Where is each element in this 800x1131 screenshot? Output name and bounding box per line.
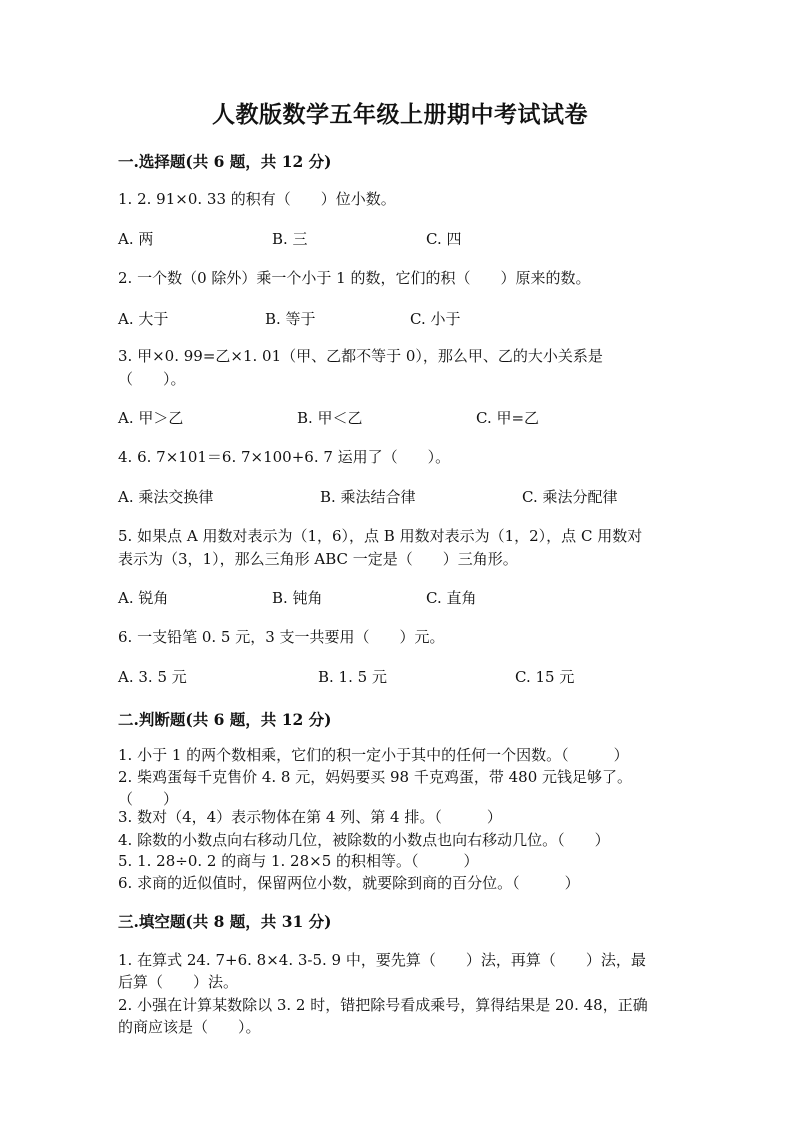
choice-q4-option-c: C. 乘法分配律: [522, 488, 618, 506]
choice-q1-option-c: C. 四: [426, 230, 462, 248]
section-heading-fill: 三.填空题(共 8 题，共 31 分): [118, 912, 332, 931]
choice-q6-option-c: C. 15 元: [515, 668, 575, 686]
choice-question-3: 3. 甲×0. 99=乙×1. 01（甲、乙都不等于 0），那么甲、乙的大小关系是: [118, 347, 603, 365]
choice-q4-option-b: B. 乘法结合律: [320, 488, 416, 506]
fill-item-2: 2. 小强在计算某数除以 3. 2 时，错把除号看成乘号，算得结果是 20. 48，正确: [118, 996, 648, 1014]
choice-q1-option-a: A. 两: [118, 230, 154, 248]
choice-question-5: 5. 如果点 A 用数对表示为（1，6），点 B 用数对表示为（1，2），点 C 用数对: [118, 527, 643, 545]
judgement-item-4: 4. 除数的小数点向右移动几位，被除数的小数点也向右移动几位。（ ）: [118, 831, 610, 849]
choice-q3-option-c: C. 甲=乙: [476, 409, 540, 427]
choice-q2-option-c: C. 小于: [410, 310, 461, 328]
choice-q2-option-b: B. 等于: [265, 310, 316, 328]
fill-item-2-line2: 的商应该是（ ）。: [118, 1018, 261, 1036]
choice-q5-option-c: C. 直角: [426, 589, 477, 607]
choice-q4-option-a: A. 乘法交换律: [118, 488, 214, 506]
exam-title: 人教版数学五年级上册期中考试试卷: [212, 101, 588, 128]
judgement-item-1: 1. 小于 1 的两个数相乘，它们的积一定小于其中的任何一个因数。（ ）: [118, 746, 629, 764]
judgement-item-6: 6. 求商的近似值时，保留两位小数，就要除到商的百分位。（ ）: [118, 874, 580, 892]
judgement-item-2: 2. 柴鸡蛋每千克售价 4. 8 元，妈妈要买 98 千克鸡蛋，带 480 元钱足够了。: [118, 768, 633, 786]
choice-question-2: 2. 一个数（0 除外）乘一个小于 1 的数，它们的积（ ）原来的数。: [118, 269, 591, 287]
choice-q1-option-b: B. 三: [272, 230, 308, 248]
judgement-item-3: 3. 数对（4，4）表示物体在第 4 列、第 4 排。（ ）: [118, 808, 502, 826]
fill-item-1-line2: 后算（ ）法。: [118, 973, 239, 991]
choice-question-5-line2: 表示为（3，1），那么三角形 ABC 一定是（ ）三角形。: [118, 550, 518, 568]
choice-q3-option-b: B. 甲＜乙: [297, 409, 363, 427]
choice-question-4: 4. 6. 7×101＝6. 7×100+6. 7 运用了（ ）。: [118, 448, 451, 466]
choice-q3-option-a: A. 甲＞乙: [118, 409, 184, 427]
judgement-item-5: 5. 1. 28÷0. 2 的商与 1. 28×5 的积相等。（ ）: [118, 852, 479, 870]
choice-q6-option-a: A. 3. 5 元: [118, 668, 187, 686]
choice-question-3-line2: （ ）。: [118, 370, 186, 388]
choice-q5-option-b: B. 钝角: [272, 589, 323, 607]
fill-item-1: 1. 在算式 24. 7+6. 8×4. 3-5. 9 中，要先算（ ）法，再算（ ）法，最: [118, 951, 646, 969]
choice-question-6: 6. 一支铅笔 0. 5 元，3 支一共要用（ ）元。: [118, 628, 445, 646]
section-heading-choice: 一.选择题(共 6 题，共 12 分): [118, 152, 332, 171]
judgement-item-2-line2: （ ）: [118, 790, 179, 808]
section-heading-judgement: 二.判断题(共 6 题，共 12 分): [118, 710, 332, 729]
choice-question-1: 1. 2. 91×0. 33 的积有（ ）位小数。: [118, 190, 396, 208]
choice-q2-option-a: A. 大于: [118, 310, 169, 328]
choice-q5-option-a: A. 锐角: [118, 589, 169, 607]
choice-q6-option-b: B. 1. 5 元: [318, 668, 387, 686]
